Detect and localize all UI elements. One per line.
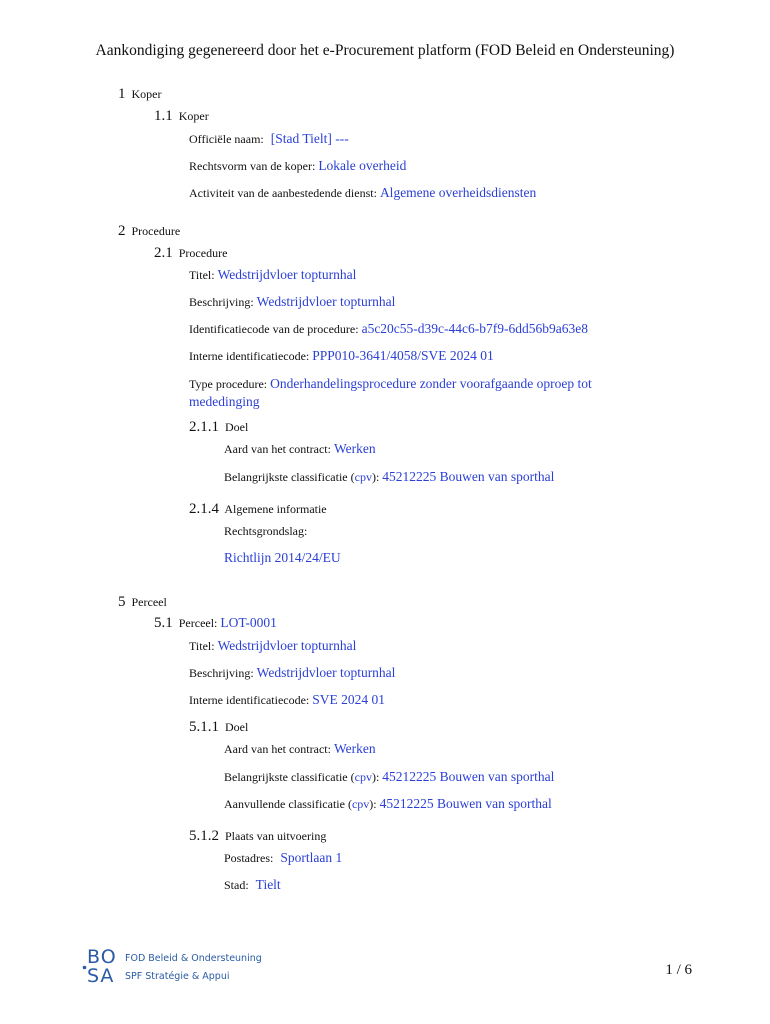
internal-id-row [189,348,494,364]
field-value: Tielt [255,877,281,892]
bosa-logo [82,947,272,989]
section-number: 2.1.4 [189,501,219,517]
title-row [189,267,356,283]
procedure-id-row [189,321,588,337]
field-label: Postadres: [224,851,274,865]
field-label: Aard van het contract: [224,742,331,756]
page-number: 1 / 6 [665,962,692,978]
field-value: a5c20c55-d39c-44c6-b7f9-6dd56b9a63e8 [361,321,588,336]
section-1-heading [118,86,162,103]
paren: ( [347,797,352,811]
lot-additional-cpv-row [224,796,552,812]
procedure-type-row [189,375,659,411]
section-number: 1.1 [154,108,173,124]
field-value: Wedstrijdvloer topturnhal [217,638,357,653]
activity-row [189,185,536,201]
section-5-heading [118,594,167,611]
city-row [224,877,281,893]
section-title: Koper [178,109,209,123]
field-label: Belangrijkste classificatie [224,470,348,484]
field-value: Wedstrijdvloer topturnhal [217,267,357,282]
field-value: 45212225 Bouwen van sporthal [382,769,555,784]
field-value: Onderhandelingsprocedure zonder voorafgaande oproep tot mededinging [189,376,592,409]
field-value: PPP010-3641/4058/SVE 2024 01 [312,348,494,363]
field-value: Lokale overheid [318,158,407,173]
field-value: 45212225 Bouwen van sporthal [379,796,552,811]
section-5-1-heading [154,615,277,632]
section-number: 1 [118,86,126,102]
section-title: Algemene informatie [224,502,327,516]
section-title: Doel [225,720,249,734]
field-value: Algemene overheidsdiensten [379,185,537,200]
logo-sa: SA [87,965,115,987]
field-label: Interne identificatiecode: [189,349,310,363]
section-title: Procedure [178,246,228,260]
field-value: Wedstrijdvloer topturnhal [256,294,396,309]
field-label: Officiële naam: [189,132,264,146]
paren: ): [371,470,380,484]
org-name-fr: SPF Stratégie & Appui [125,971,230,982]
section-number: 2 [118,223,126,239]
section-2-1-4-heading [189,501,327,518]
section-2-1-heading [154,245,227,262]
section-title: Koper [131,87,162,101]
paren: ): [369,797,377,811]
field-value: Sportlaan 1 [280,850,343,865]
section-number: 5.1.2 [189,828,219,844]
paren: ): [371,770,380,784]
section-number: 5.1.1 [189,719,219,735]
lot-title-row [189,638,356,654]
lot-id: LOT-0001 [220,615,277,630]
cpv-label: cpv [354,470,372,484]
paren: ( [350,470,355,484]
field-label: Interne identificatiecode: [189,693,310,707]
section-title: Perceel: [178,616,218,630]
section-5-1-1-heading [189,719,248,736]
field-label: Titel: [189,268,215,282]
official-name-row [189,131,349,147]
lot-contract-type-row [224,741,376,757]
field-value: [Stad Tielt] --- [270,131,349,146]
field-label: Beschrijving: [189,666,254,680]
section-title: Procedure [131,224,181,238]
field-label: Titel: [189,639,215,653]
field-value: Werken [333,441,376,456]
legal-basis-value: Richtlijn 2014/24/EU [224,550,341,565]
field-label: Stad: [224,878,249,892]
logo-dot-icon [82,965,87,970]
section-number: 5.1 [154,615,173,631]
lot-main-cpv-row [224,769,554,785]
field-label: Identificatiecode van de procedure: [189,322,359,336]
cpv-label: cpv [354,770,372,784]
field-label: Beschrijving: [189,295,254,309]
legal-basis-label: Rechtsgrondslag: [224,524,308,538]
section-title: Perceel [131,595,167,609]
field-value: Wedstrijdvloer topturnhal [256,665,396,680]
field-label: Aard van het contract: [224,442,331,456]
cpv-label: cpv [351,797,370,811]
section-title: Doel [225,420,249,434]
field-label: Aanvullende classificatie [224,797,345,811]
section-number: 2.1.1 [189,419,219,435]
section-2-heading [118,223,180,240]
field-value: Werken [333,741,376,756]
field-value: 45212225 Bouwen van sporthal [382,469,555,484]
section-number: 5 [118,594,126,610]
field-label: Rechtsvorm van de koper: [189,159,316,173]
field-label: Type procedure: [189,377,268,391]
field-label: Activiteit van de aanbestedende dienst: [189,186,377,200]
field-value: SVE 2024 01 [312,692,386,707]
document-header: Aankondiging gegenereerd door het e-Procurement platform (FOD Beleid en Ondersteuning) [95,42,675,59]
main-cpv-row [224,469,554,485]
section-title: Plaats van uitvoering [225,829,327,843]
paren: ( [350,770,355,784]
description-row [189,294,395,310]
org-name-nl: FOD Beleid & Ondersteuning [125,953,262,964]
lot-internal-id-row [189,692,385,708]
logo-bo: BO [87,946,117,968]
section-5-1-2-heading [189,828,326,845]
section-1-1-heading [154,108,209,125]
field-label: Belangrijkste classificatie [224,770,348,784]
legal-form-row [189,158,406,174]
bosa-logo-mark [82,947,122,989]
lot-description-row [189,665,395,681]
section-number: 2.1 [154,245,173,261]
contract-type-row [224,441,376,457]
postal-address-row [224,850,342,866]
section-2-1-1-heading [189,419,248,436]
